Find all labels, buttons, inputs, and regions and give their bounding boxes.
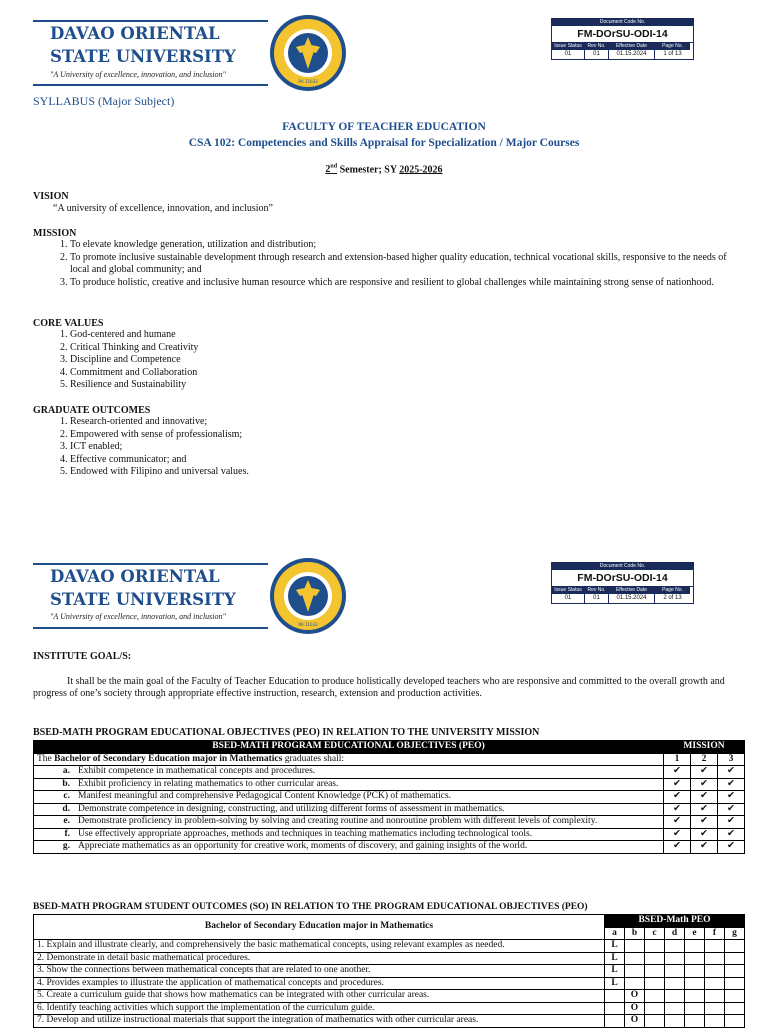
header-rule-bottom [33,84,268,86]
so-row-text: 5. Create a curriculum guide that shows how mathematics can be integrated with other curricular areas. [34,990,605,1003]
rev-no-value: 01 [585,50,609,59]
peo-row-text: d. Demonstrate competence in designing, constructing, and utilizing different forms of assessment in mathematics. [34,803,664,816]
list-item: 3. ICT enabled; [70,441,743,454]
peo-section-title: BSED-MATH PROGRAM EDUCATIONAL OBJECTIVES (PEO) IN RELATION TO THE UNIVERSITY MISSION [33,727,540,738]
so-row-text: 7. Develop and utilize instructional materials that support the integration of mathematics with other curricular areas. [34,1015,605,1028]
check-icon: ✔ [664,791,691,804]
peo-col-b: b [625,927,645,940]
check-icon: ✔ [718,816,745,829]
so-row-text: 4. Provides examples to illustrate the application of mathematical concepts and procedures. [34,977,605,990]
so-mark: L [605,965,625,978]
so-empty-cell [665,965,685,978]
peo-intro: The Bachelor of Secondary Education major in Mathematics graduates shall: [34,753,664,766]
so-empty-cell [665,977,685,990]
so-mark: L [605,940,625,953]
syllabus-label: SYLLABUS (Major Subject) [33,94,175,108]
institute-goal-text: It shall be the main goal of the Faculty of Teacher Education to produce holistically developed teachers who are responsive and committed to the overall growth and progress of one’s society through appropriate effective instruction, research, extension and production activities. [33,676,725,699]
check-icon: ✔ [691,766,718,779]
list-item: 2. Critical Thinking and Creativity [70,342,743,355]
so-row [34,990,745,1003]
so-empty-cell [645,952,665,965]
peo-row-text: c. Manifest meaningful and comprehensive Pedagogical Content Knowledge (PCK) of mathematics. [34,791,664,804]
peo-col-g: g [725,927,745,940]
list-item: 4. Effective communicator; and [70,454,743,467]
document-code: FM-DOrSU-ODI-14 [552,26,693,43]
so-empty-cell [725,940,745,953]
university-name-line2: STATE UNIVERSITY [50,47,236,66]
university-tagline-page2: "A University of excellence, innovation, and inclusion" [50,612,226,621]
so-empty-cell [625,952,645,965]
check-icon: ✔ [691,841,718,854]
peo-row [34,828,745,841]
peo-columns-header: BSED-Math PEO [605,915,745,928]
so-empty-cell [685,977,705,990]
col-rev-no: Rev No. [585,43,609,50]
so-empty-cell [685,940,705,953]
check-icon: ✔ [664,841,691,854]
so-empty-cell [685,1015,705,1028]
core-values-heading: CORE VALUES [33,318,104,329]
so-mark: O [625,1002,645,1015]
peo-col-a: a [605,927,625,940]
so-mark: O [625,1015,645,1028]
peo-table [33,740,745,854]
document-code-box-page2 [551,562,694,604]
graduate-outcomes-list [33,416,743,479]
peo-row [34,803,745,816]
list-item: 5. Endowed with Filipino and universal values. [70,466,743,479]
so-empty-cell [605,1002,625,1015]
so-empty-cell [645,990,665,1003]
peo-row-text: g. Appreciate mathematics as an opportunity for creative work, moments of discovery, and gaining insights of the world. [34,841,664,854]
check-icon: ✔ [718,778,745,791]
so-empty-cell [665,990,685,1003]
list-item: 3. To produce holistic, creative and inclusive human resource which are responsive and resilient to global challenges while maintaining strong sense of nationhood. [70,277,743,290]
so-empty-cell [625,965,645,978]
rev-no-value: 01 [585,594,609,603]
svg-text:RA 11033: RA 11033 [298,622,318,627]
so-empty-cell [725,952,745,965]
effective-date-value: 01.15.2024 [609,594,655,603]
so-empty-cell [705,940,725,953]
so-empty-cell [645,965,665,978]
peo-row [34,791,745,804]
check-icon: ✔ [664,778,691,791]
so-empty-cell [625,977,645,990]
check-icon: ✔ [664,828,691,841]
so-row-text: 6. Identify teaching activities which support the implementation of the curriculum guide. [34,1002,605,1015]
peo-row-text: a. Exhibit competence in mathematical concepts and procedures. [34,766,664,779]
mission-col-2: 2 [691,753,718,766]
list-item: 5. Resilience and Sustainability [70,379,743,392]
so-mark: L [605,977,625,990]
so-empty-cell [645,977,665,990]
so-empty-cell [725,1002,745,1015]
peo-row-text: e. Demonstrate proficiency in problem-solving by solving and creating routine and nonroutine problem with different levels of complexity. [34,816,664,829]
so-row [34,940,745,953]
so-empty-cell [685,965,705,978]
document-code: FM-DOrSU-ODI-14 [552,570,693,587]
peo-row-text: b. Exhibit proficiency in relating mathematics to other curricular areas. [34,778,664,791]
col-issue-status: Issue Status [552,587,585,594]
check-icon: ✔ [664,816,691,829]
col-issue-status: Issue Status [552,43,585,50]
so-row [34,1015,745,1028]
university-seal-logo [268,13,348,93]
check-icon: ✔ [691,816,718,829]
institute-goal-section [33,651,745,700]
list-item: 1. To elevate knowledge generation, utilization and distribution; [70,239,743,252]
page-no-value: 2 of 13 [663,595,682,601]
course-title: CSA 102: Competencies and Skills Appraisal for Specialization / Major Courses [188,137,580,149]
institute-goal-heading: INSTITUTE GOAL/S: [33,651,132,662]
so-empty-cell [605,1015,625,1028]
peo-col-c: c [645,927,665,940]
check-icon: ✔ [691,778,718,791]
svg-text:RA 11033: RA 11033 [298,79,318,84]
so-empty-cell [725,990,745,1003]
semester-text: Semester; SY [337,164,400,176]
document-meta-grid [552,587,693,603]
so-row-text: 1. Explain and illustrate clearly, and comprehensively the basic mathematical concepts, using relevant examples as needed. [34,940,605,953]
document-meta-grid [552,43,693,59]
issue-status-value: 01 [552,50,585,59]
so-row-text: 2. Demonstrate in detail basic mathematical procedures. [34,952,605,965]
check-icon: ✔ [691,828,718,841]
list-item: 4. Commitment and Collaboration [70,367,743,380]
so-mark: O [625,990,645,1003]
peo-col-e: e [685,927,705,940]
check-icon: ✔ [718,841,745,854]
col-page-no: Page No. [655,587,690,594]
so-table [33,914,745,1028]
so-empty-cell [665,952,685,965]
so-empty-cell [665,1002,685,1015]
effective-date-value: 01.15.2024 [609,50,655,59]
graduate-outcomes-heading: GRADUATE OUTCOMES [33,405,151,416]
list-item: 3. Discipline and Competence [70,354,743,367]
so-row [34,1002,745,1015]
check-icon: ✔ [718,828,745,841]
peo-row [34,778,745,791]
check-icon: ✔ [664,766,691,779]
check-icon: ✔ [718,766,745,779]
university-tagline: "A University of excellence, innovation, and inclusion" [50,70,226,79]
so-empty-cell [725,977,745,990]
mission-list [33,239,743,289]
so-empty-cell [705,1015,725,1028]
peo-row [34,816,745,829]
graduate-outcomes-section [33,405,743,479]
so-mark: L [605,952,625,965]
so-empty-cell [705,1002,725,1015]
mission-heading: MISSION [33,228,77,239]
so-empty-cell [725,965,745,978]
so-row [34,977,745,990]
mission-header: MISSION [664,741,745,754]
document-code-box [551,18,694,60]
core-values-list [33,329,743,392]
peo-col-d: d [665,927,685,940]
mission-col-3: 3 [718,753,745,766]
check-icon: ✔ [691,791,718,804]
col-effective-date: Effective Date [609,43,655,50]
so-header: Bachelor of Secondary Education major in Mathematics [34,915,605,940]
document-code-label: Document Code No. [552,19,693,26]
issue-status-value: 01 [552,594,585,603]
peo-col-f: f [705,927,725,940]
university-name-line1: DAVAO ORIENTAL [50,24,220,43]
so-empty-cell [685,990,705,1003]
so-empty-cell [625,940,645,953]
so-row [34,952,745,965]
so-section-title: BSED-MATH PROGRAM STUDENT OUTCOMES (SO) IN RELATION TO THE PROGRAM EDUCATIONAL OBJECTIVES (PEO) [33,902,588,912]
semester-number: 2nd [325,164,338,176]
vision-section [33,191,743,216]
university-name-line1-page2: DAVAO ORIENTAL [50,567,220,586]
check-icon: ✔ [691,803,718,816]
so-empty-cell [705,977,725,990]
list-item: 2. To promote inclusive sustainable development through research and extension-based higher quality education, technical vocational skills, responsive to the needs of local and global community; and [70,252,743,277]
check-icon: ✔ [718,803,745,816]
so-empty-cell [645,1015,665,1028]
mission-section [33,228,743,289]
peo-row [34,841,745,854]
so-empty-cell [645,940,665,953]
document-code-label: Document Code No. [552,563,693,570]
so-empty-cell [725,1015,745,1028]
university-seal-logo-page2 [268,556,348,636]
mission-col-1: 1 [664,753,691,766]
so-empty-cell [645,1002,665,1015]
so-empty-cell [685,1002,705,1015]
list-item: 1. God-centered and humane [70,329,743,342]
so-row-text: 3. Show the connections between mathematical concepts that are related to one another. [34,965,605,978]
so-row [34,965,745,978]
col-effective-date: Effective Date [609,587,655,594]
header-rule-bottom-page2 [33,627,268,629]
vision-heading: VISION [33,191,69,202]
so-empty-cell [685,952,705,965]
col-page-no: Page No. [655,43,690,50]
semester-line [0,164,768,175]
peo-row [34,766,745,779]
peo-row-text: f. Use effectively appropriate approaches, methods and techniques in teaching mathematics including technological tools. [34,828,664,841]
list-item: 2. Empowered with sense of professionalism; [70,429,743,442]
faculty-title: FACULTY OF TEACHER EDUCATION [282,121,486,133]
so-empty-cell [665,1015,685,1028]
so-empty-cell [605,990,625,1003]
school-year: 2025-2026 [399,164,443,176]
core-values-section [33,318,743,392]
university-name-line2-page2: STATE UNIVERSITY [50,590,236,609]
so-empty-cell [705,990,725,1003]
vision-text: “A university of excellence, innovation, and inclusion” [53,203,273,214]
header-rule-top [33,20,268,22]
col-rev-no: Rev No. [585,587,609,594]
so-empty-cell [705,952,725,965]
page-no-value: 1 of 13 [663,51,682,57]
header-rule-top-page2 [33,563,268,565]
so-empty-cell [665,940,685,953]
so-empty-cell [705,965,725,978]
check-icon: ✔ [664,803,691,816]
peo-header: BSED-MATH PROGRAM EDUCATIONAL OBJECTIVES (PEO) [34,741,664,754]
check-icon: ✔ [718,791,745,804]
list-item: 1. Research-oriented and innovative; [70,416,743,429]
